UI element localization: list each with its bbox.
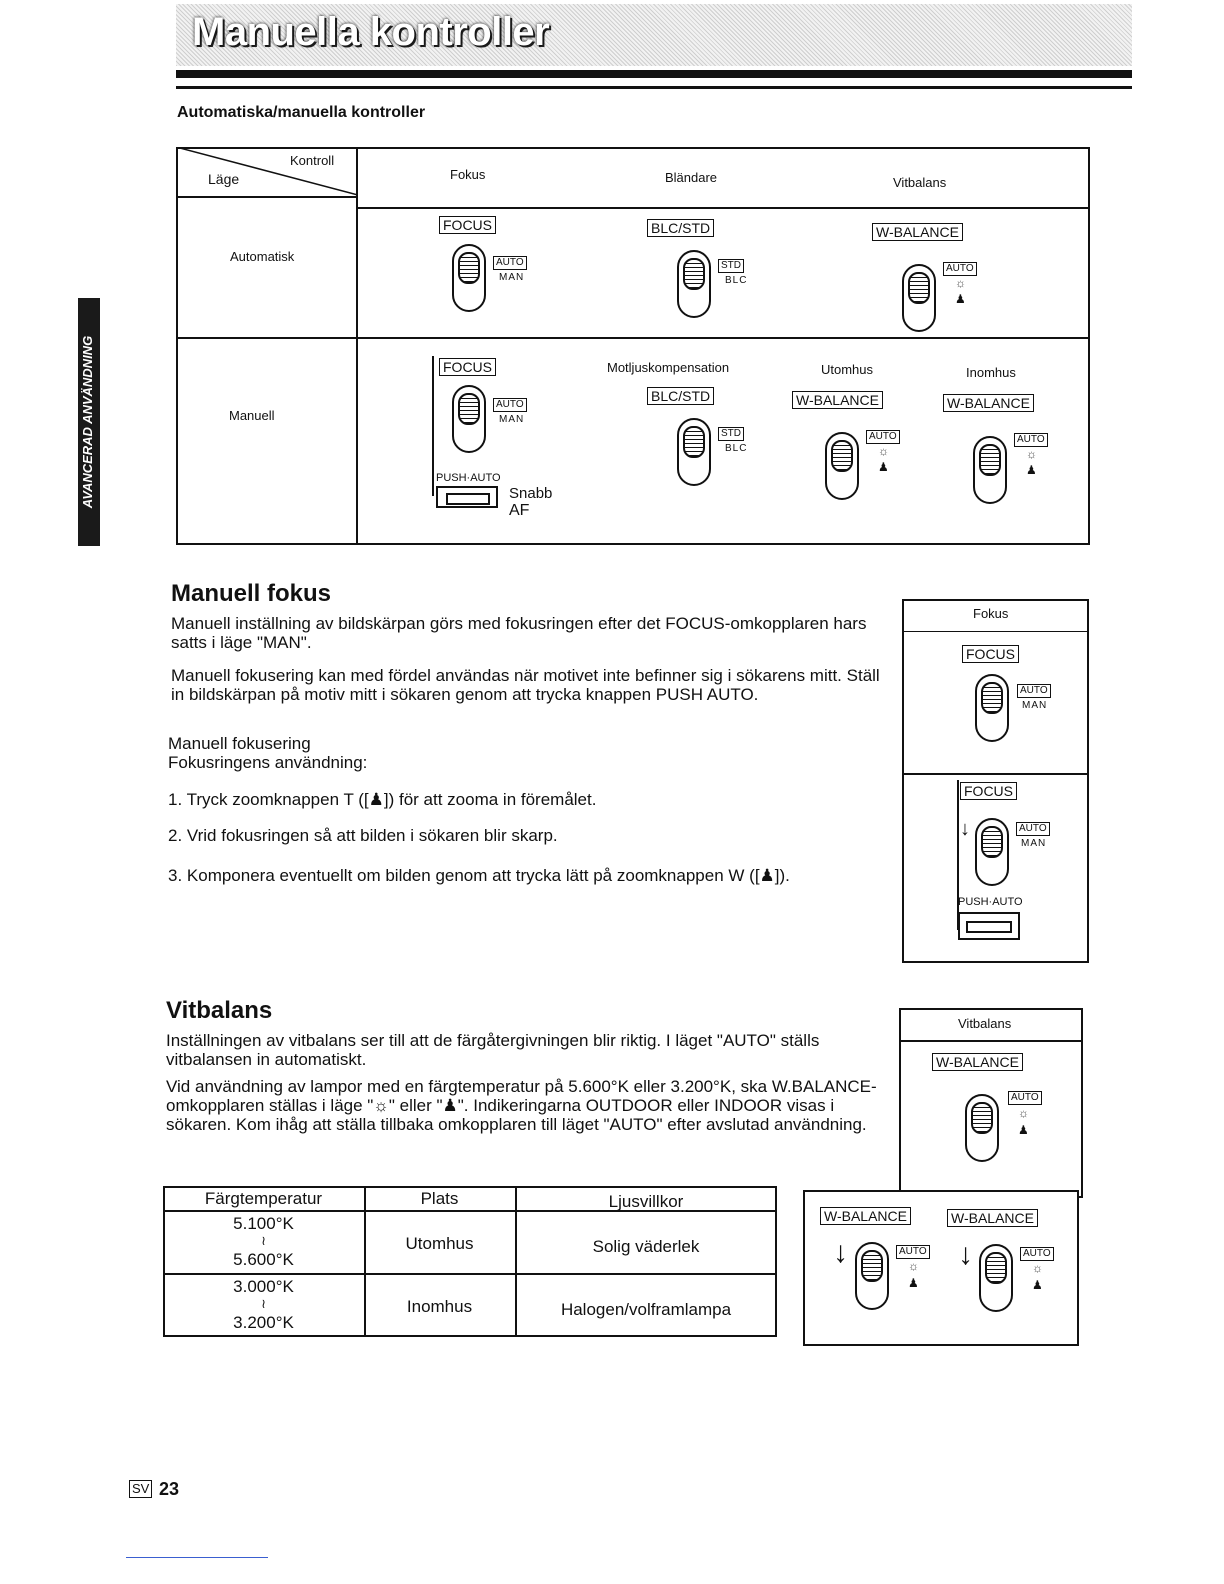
arrow-down-icon: ↓ [958,1238,973,1271]
push-auto-label: PUSH·AUTO [958,896,1023,908]
wb-side-label: Vitbalans [958,1016,1012,1031]
sun-icon: ☼ [878,444,889,458]
table-cell-tilde: ≀ [261,1233,266,1248]
table-header: Plats [420,1189,459,1208]
white-balance-p2: Vid användning av lampor med en färgtemperatur på 5.600°K eller 3.200°K, ska W.BALANCE-omkopplaren ställas i läge "☼" eller "♟". Indikeringarna OUTDOOR eller INDOOR visas i sökaren. Kom ihåg att ställa tillbaka omkopplaren till läget "AUTO" efter avslutad användning. [166,1077,877,1134]
auto-chip: AUTO [1017,684,1051,698]
man-label: MAN [1021,838,1047,849]
language-badge: SV [129,1480,152,1498]
focus-label: FOCUS [960,782,1017,800]
focus-switch [975,818,1009,886]
table-header: Ljusvillkor [608,1192,684,1211]
w-balance-label: W-BALANCE [820,1207,911,1225]
push-auto-label: PUSH·AUTO [436,472,501,484]
col-header-fokus: Fokus [450,167,486,182]
side-divider [899,1040,1083,1042]
w-balance-label: W-BALANCE [943,394,1034,412]
motljus-label: Motljuskompensation [607,360,730,375]
table-divider-h [176,337,1090,339]
table-divider-h [163,1273,777,1275]
arrow-down-icon: ↓ [833,1236,848,1269]
sun-icon: ☼ [908,1259,919,1273]
blc-label: BLC [725,443,748,454]
corner-bottom-label: Läge [208,171,240,187]
af-label: AF [509,502,530,519]
table-cell-temp-lo: 3.200°K [233,1313,294,1332]
w-balance-label: W-BALANCE [872,223,963,241]
std-chip: STD [718,259,744,273]
auto-chip: AUTO [1016,822,1050,836]
manual-focus-p3b: Fokusringens användning: [168,753,368,772]
manual-focus-p3a: Manuell fokusering [168,734,311,753]
man-label: MAN [499,272,525,283]
w-balance-label: W-BALANCE [932,1053,1023,1071]
blc-std-label: BLC/STD [647,219,714,237]
sun-icon: ☼ [1018,1106,1029,1120]
bulb-icon: ♟ [908,1276,919,1290]
blc-std-label: BLC/STD [647,387,714,405]
push-line [432,356,434,496]
man-label: MAN [1022,700,1048,711]
push-auto-button [958,912,1020,940]
sun-icon: ☼ [955,276,966,290]
focus-label: FOCUS [439,358,496,376]
table-cell-tilde: ≀ [261,1296,266,1311]
table-cell-light: Halogen/volframlampa [560,1300,732,1319]
section-subtitle: Automatiska/manuella kontroller [177,104,426,121]
page-number: 23 [159,1479,180,1499]
col-header-vitbalans: Vitbalans [893,175,947,190]
header-rule [176,70,1132,78]
sun-icon: ☼ [1026,447,1037,461]
white-balance-p1: Inställningen av vitbalans ser till att de färgåtergivningen blir riktig. I läget "AUTO" ställs vitbalansen in automatiskt. [166,1031,820,1069]
white-balance-heading: Vitbalans [166,997,273,1024]
page-title: Manuella kontroller [192,10,550,54]
footer-rule [126,1557,268,1558]
manual-focus-heading: Manuell fokus [171,580,332,607]
blc-switch [677,418,711,486]
arrow-down-icon: ↓ [960,818,970,840]
focus-label: FOCUS [962,645,1019,663]
header-rule-thin [176,86,1132,89]
utomhus-label: Utomhus [821,362,874,377]
col-header-blandare: Bländare [665,170,718,185]
sun-icon: ☼ [1032,1261,1043,1275]
bulb-icon: ♟ [878,460,889,474]
step-1: 1. Tryck zoomknappen T ([♟]) för att zooma in föremålet. [168,790,597,809]
w-balance-label: W-BALANCE [792,391,883,409]
auto-chip: AUTO [896,1245,930,1259]
manual-focus-p1: Manuell inställning av bildskärpan görs med fokusringen efter det FOCUS-omkopplaren hars satts i läge "MAN". [171,614,867,652]
w-balance-label: W-BALANCE [947,1209,1038,1227]
table-cell-temp-hi: 5.100°K [233,1214,294,1233]
bulb-icon: ♟ [955,292,966,306]
side-divider [902,773,1089,775]
table-header: Färgtemperatur [204,1189,323,1208]
side-divider [902,631,1089,632]
focus-label: FOCUS [439,216,496,234]
row-label-manuell: Manuell [229,408,275,423]
auto-chip: AUTO [1014,433,1048,447]
table-divider-h [356,207,1090,209]
bulb-icon: ♟ [1026,463,1037,477]
inomhus-label: Inomhus [966,365,1016,380]
blc-switch [677,250,711,318]
auto-chip: AUTO [493,256,527,270]
wb-switch-indoor [979,1244,1013,1312]
wb-switch [902,264,936,332]
table-cell-temp-hi: 3.000°K [233,1277,294,1296]
table-cell-light: Solig väderlek [592,1237,700,1256]
snabb-label: Snabb [509,485,553,502]
manual-focus-p2: Manuell fokusering kan med fördel användas när motivet inte befinner sig i sökarens mitt. Ställ in bildskärpan på motiv mitt i sökaren genom att trycka knappen PUSH AUTO. [171,666,880,704]
focus-switch [452,244,486,312]
bulb-icon: ♟ [1032,1278,1043,1292]
wb-switch-outdoor [825,432,859,500]
push-auto-button [436,486,498,508]
auto-chip: AUTO [493,398,527,412]
std-chip: STD [718,427,744,441]
man-label: MAN [499,414,525,425]
auto-chip: AUTO [1008,1091,1042,1105]
auto-chip: AUTO [1020,1247,1054,1261]
corner-top-label: Kontroll [290,153,335,168]
auto-chip: AUTO [866,430,900,444]
table-cell-temp-lo: 5.600°K [233,1250,294,1269]
wb-switch-outdoor [855,1242,889,1310]
focus-switch [452,385,486,453]
wb-switch-indoor [973,436,1007,504]
auto-chip: AUTO [943,262,977,276]
row-label-automatisk: Automatisk [230,249,295,264]
blc-label: BLC [725,275,748,286]
bulb-icon: ♟ [1018,1123,1029,1137]
step-2: 2. Vrid fokusringen så att bilden i sökaren blir skarp. [168,826,558,845]
side-tab-label: AVANCERAD ANVÄNDNING [80,335,95,509]
table-cell-place: Utomhus [405,1234,474,1253]
focus-side-label: Fokus [973,606,1009,621]
step-3: 3. Komponera eventuellt om bilden genom att trycka lätt på zoomknappen W ([♟]). [168,866,790,885]
wb-switch [965,1094,999,1162]
table-cell-place: Inomhus [406,1297,473,1316]
focus-switch [975,674,1009,742]
